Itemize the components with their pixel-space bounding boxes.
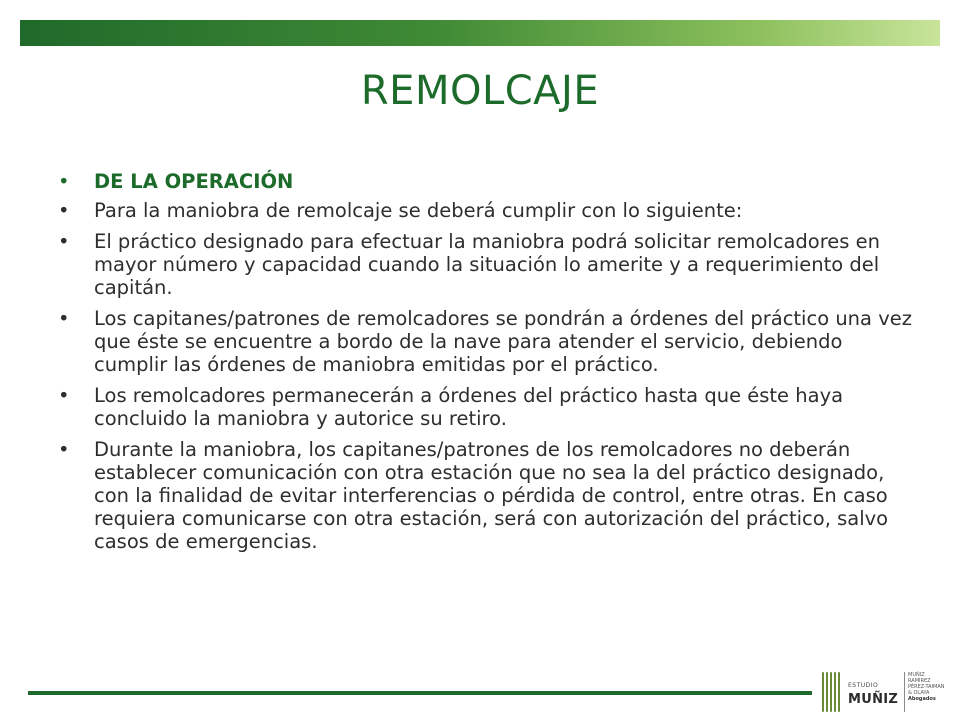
company-logo	[822, 668, 954, 716]
bullet-item: • Para la maniobra de remolcaje se deberá cumplir con lo siguiente:	[58, 199, 918, 222]
top-gradient-bar	[20, 20, 940, 46]
bullet-list	[58, 170, 918, 553]
slide-title: REMOLCAJE	[360, 68, 600, 114]
logo-partner: MUÑIZ	[908, 672, 925, 678]
logo-partners	[908, 672, 954, 702]
logo-partner: RAMÍREZ	[908, 678, 931, 684]
slide-content	[58, 170, 918, 561]
logo-name-text: MUÑIZ	[848, 692, 899, 707]
logo-tagline: Abogados	[908, 696, 936, 702]
bullet-item: • Los remolcadores permanecerán a órdenes del práctico hasta que éste haya concluido la maniobra y autorice su retiro.	[58, 384, 918, 430]
logo-partner: PÉREZ-TAIMAN	[908, 684, 945, 690]
section-heading: • DE LA OPERACIÓN	[58, 170, 918, 193]
logo-stripes-icon	[822, 672, 844, 712]
logo-partner: & OLAYA	[908, 690, 930, 696]
bullet-item: • El práctico designado para efectuar la maniobra podrá solicitar remolcadores en mayor número y capacidad cuando la situación lo amerite y a requerimiento del capitán.	[58, 230, 918, 299]
bottom-divider-line	[28, 691, 812, 695]
bullet-item: • Durante la maniobra, los capitanes/patrones de los remolcadores no deberán establecer comunicación con otra estación que no sea la del práctico designado, con la finalidad de evitar interferencias o pérdida de control, entre otras. En caso requiera comunicarse con otra estación, será con autorización del práctico, salvo casos de emergencias.	[58, 438, 918, 553]
logo-studio-text: ESTUDIO	[848, 682, 879, 689]
bullet-item: • Los capitanes/patrones de remolcadores se pondrán a órdenes del práctico una vez que éste se encuentre a bordo de la nave para atender el servicio, debiendo cumplir las órdenes de maniobra emitidas por el práctico.	[58, 307, 918, 376]
logo-divider	[904, 672, 905, 712]
